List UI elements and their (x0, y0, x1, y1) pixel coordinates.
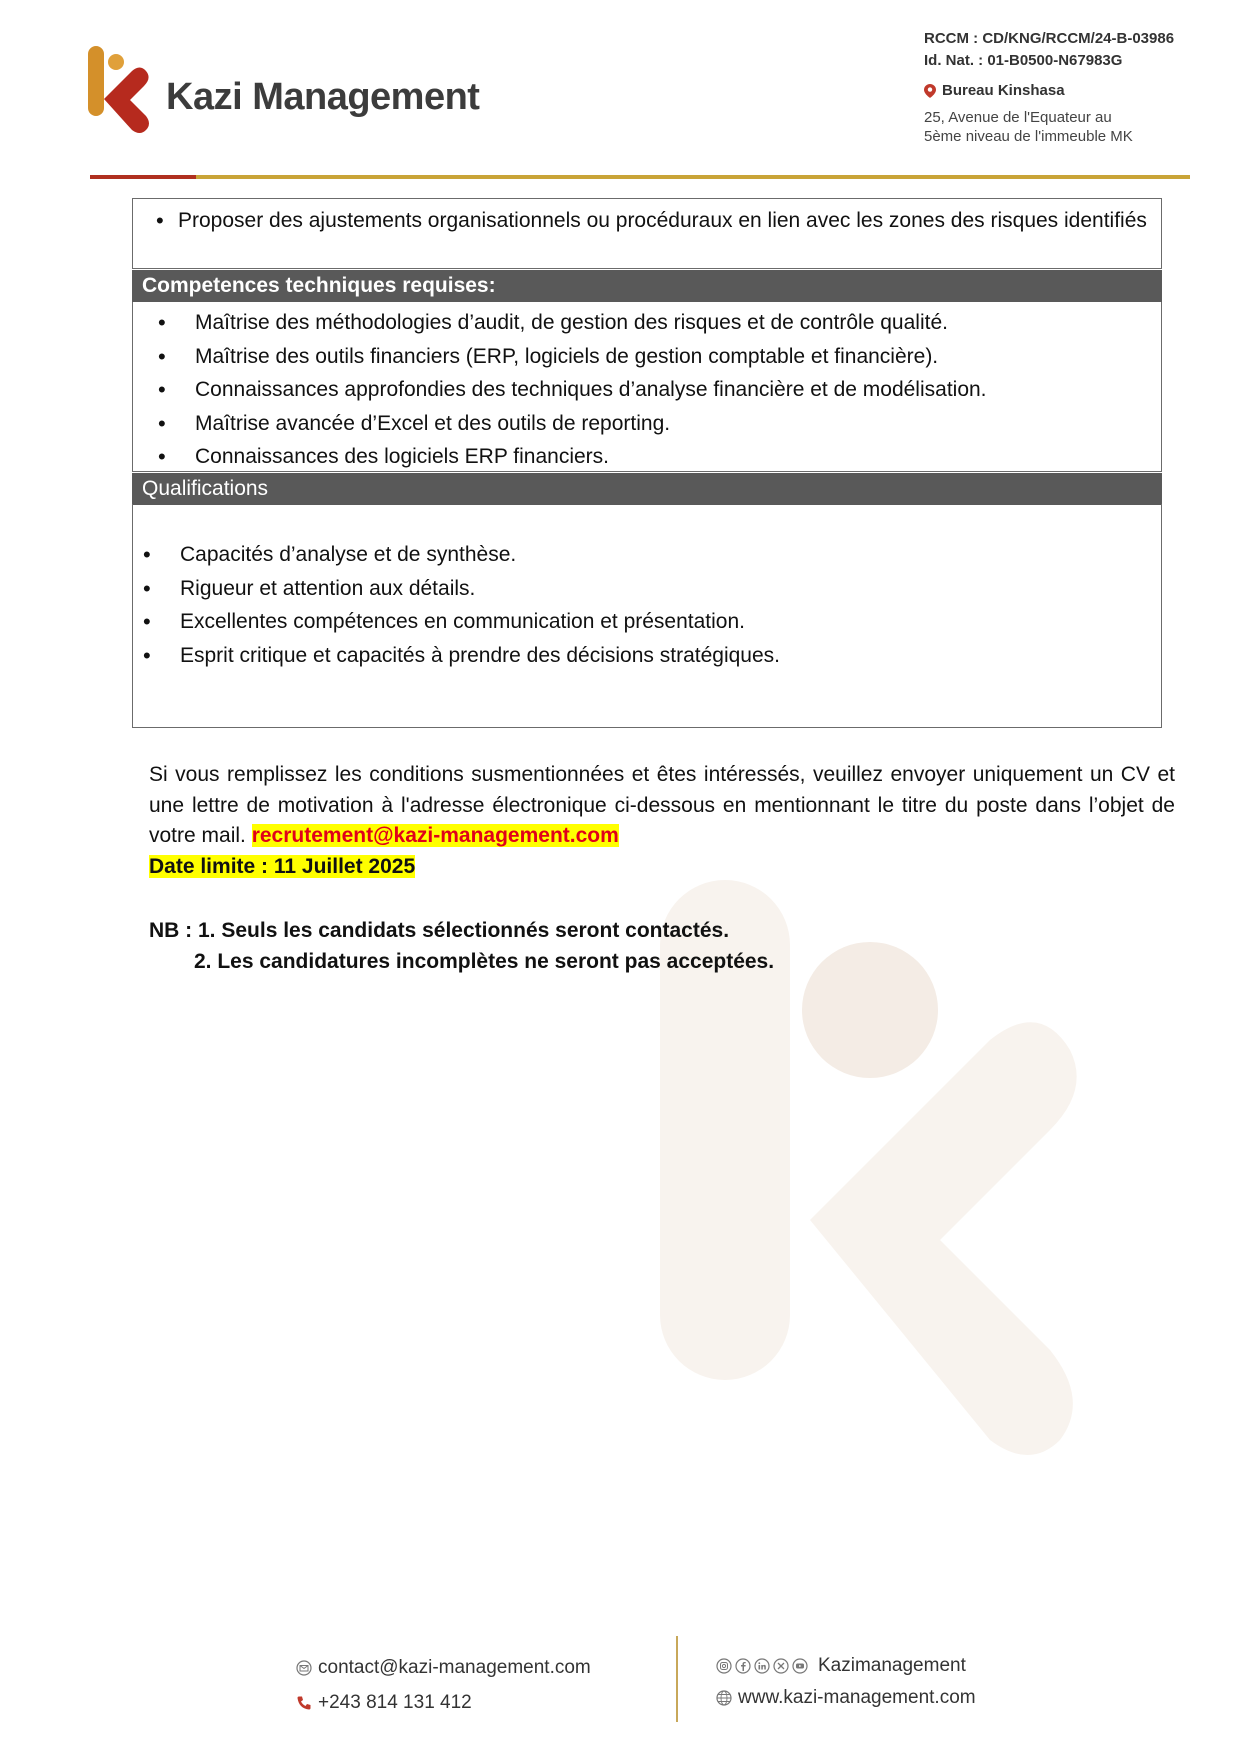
linkedin-icon[interactable] (754, 1658, 770, 1674)
competences-cell (132, 302, 1162, 472)
rccm-number: RCCM : CD/KNG/RCCM/24-B-03986 (924, 30, 1175, 47)
globe-icon (716, 1690, 732, 1706)
id-nat-number: Id. Nat. : 01-B0500-N67983G (924, 52, 1123, 69)
application-paragraph (149, 760, 1175, 882)
x-icon[interactable] (773, 1658, 789, 1674)
location-pin-icon (924, 84, 936, 98)
social-icons (716, 1658, 808, 1674)
footer-social-row (716, 1650, 976, 1682)
footer-email-row (296, 1650, 591, 1685)
footer-phone-row (296, 1685, 591, 1720)
nb-line-1: NB : 1. Seuls les candidats sélectionnés seront contactés. (149, 919, 730, 942)
list-item: • Maîtrise des méthodologies d’audit, de gestion des risques et de contrôle qualité. (195, 306, 1145, 340)
footer-divider (676, 1636, 678, 1722)
footer-phone[interactable]: +243 814 131 412 (318, 1692, 472, 1713)
email-icon (296, 1660, 312, 1676)
registration-info (924, 28, 1174, 72)
list-item: • Rigueur et attention aux détails. (180, 572, 1130, 606)
missions-cell (132, 198, 1162, 269)
list-item: • Connaissances approfondies des techniques d’analyse financière et de modélisation. (195, 373, 1145, 407)
deadline: Date limite : 11 Juillet 2025 (149, 854, 416, 878)
footer-contact (296, 1650, 591, 1720)
nb-notes (149, 916, 774, 977)
list-item: • Capacités d’analyse et de synthèse. (180, 538, 1130, 572)
application-email-link[interactable]: recrutement@kazi-management.com (251, 824, 619, 847)
office-name: Bureau Kinshasa (942, 82, 1065, 99)
qualifications-header: Qualifications (132, 473, 1162, 505)
footer-email[interactable]: contact@kazi-management.com (318, 1657, 591, 1678)
footer-social-handle[interactable]: Kazimanagement (818, 1655, 966, 1676)
list-item: • Excellentes compétences en communication et présentation. (180, 605, 1130, 639)
youtube-icon[interactable] (792, 1658, 808, 1674)
nb-line-2: 2. Les candidatures incomplètes ne seront pas acceptées. (194, 949, 775, 973)
instagram-icon[interactable] (716, 1658, 732, 1674)
phone-icon (296, 1695, 312, 1711)
address-line-1: 25, Avenue de l'Equateur au (924, 109, 1112, 126)
brand-name: Kazi Management (166, 76, 480, 118)
application-text: Si vous remplissez les conditions susmentionnées et êtes intéressés, veuillez envoyer uniquement un CV et une lettre de motivation à l'adresse électronique ci-dessous en mentionnant le titre du poste dans l’objet de votre mail. (149, 763, 1175, 847)
list-item: • Esprit critique et capacités à prendre des décisions stratégiques. (180, 639, 1130, 673)
list-item: • Maîtrise avancée d’Excel et des outils de reporting. (195, 407, 1145, 441)
footer-social (716, 1650, 976, 1714)
header-rule-gold (196, 175, 1190, 179)
office-address (924, 108, 1133, 146)
kazi-logo-icon (86, 44, 156, 134)
footer-website-row (716, 1682, 976, 1714)
facebook-icon[interactable] (735, 1658, 751, 1674)
address-line-2: 5ème niveau de l'immeuble MK (924, 128, 1133, 145)
list-item: • Connaissances des logiciels ERP financiers. (195, 440, 1145, 474)
footer-website[interactable]: www.kazi-management.com (738, 1687, 976, 1708)
competences-header: Competences techniques requises: (132, 270, 1162, 302)
header-rule-red (90, 175, 196, 179)
list-item: • Proposer des ajustements organisationnels ou procéduraux en lien avec les zones des risques identifiés (178, 204, 1152, 237)
qualifications-cell (132, 504, 1162, 728)
list-item: • Maîtrise des outils financiers (ERP, logiciels de gestion comptable et financière). (195, 340, 1145, 374)
office-label (924, 82, 1065, 99)
